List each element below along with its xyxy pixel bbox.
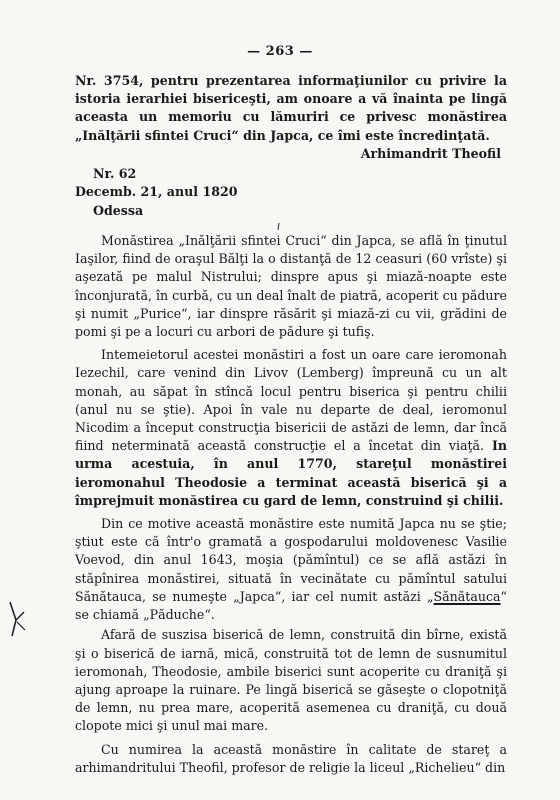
margin-handwritten-mark [6,598,28,640]
intro-paragraph: Nr. 3754, pentru prezentarea informaţiunilor cu privire la istoria ierarhiei bisericeşti, am onoare a vă înainta pe lingă aceasta un memoriu cu lămuriri ce privesc monăstirea „Inălţării sfintei Cruci“ din Japca, ce îmi este încredinţată. [75,73,507,143]
paragraph-name-origin-end: “ se chiamă „Păduche“. [75,588,507,623]
document-number: Nr. 62 [93,165,137,181]
paragraph-churches: Afară de suszisa biserică de lemn, construită din bîrne, există şi o biserică de iarnă, mică, construită tot de lemn de susnumitul ieromonah, Theodosie, ambile biserici sunt acoperite cu draniţă şi ajung aproape la ruinare. Pe lingă biserică se găseşte o clopotniţă de lemn, nu prea mare, acoperită asemenea cu draniţă, cu două clopote mici şi unul mai mare. [75,627,507,734]
document-place: Odessa [93,202,144,218]
document-header [75,165,507,220]
paragraph-location: Monăstirea „Inălţării sfintei Cruci“ din Japca, se află în ţinutul Iaşilor, fiind de oraşul Bălţi la o distanţă de 12 ceasuri (60 vrîste) şi aşezată pe malul Nistrului; dinspre apus şi miază-noapte este înconjurată, în curbă, cu un deal înalt de piatră, acoperit cu pădure şi numit „Purice“, iar dinspre răsărit şi miază-zi cu vii, grădini de pomi şi pe a locuri cu arbori de pădure şi tufiş. [75,233,507,340]
document-body [75,72,507,782]
paragraph-founding-text: Intemeietorul acestei monăstiri a fost un oare care ieromonah Iezechil, care venind din Livov (Lemberg) împreună cu un alt monah, au săpat în stîncă locul pentru biserica şi pentru chilii (anul nu se ştie). Apoi în vale nu departe de deal, ieromonul Nicodim a început construcţia bisericii de astăzi de lemn, dar încă fiind neterminată această construcţie el a încetat din viaţă. [75,347,507,454]
paragraph-appointment: Cu numirea la această monăstire în calitate de stareţ a arhimandritului Theofil, profesor de religie la liceul „Richelieu“ din [75,741,507,775]
pen-tick-mark [276,223,282,231]
paragraph-founding-emphasis: In urma acestuia, în anul 1770, stareţul monăstirei ieromonahul Theodosie a terminat această biserică şi a împrejmuit monăstirea cu gard de lemn, construind şi chilii. [75,438,507,508]
paragraph-name-origin-text: Din ce motive această monăstire este numită Japca nu se ştie; ştiut este că într'o gramată a gospodarului moldovenesc Vasilie Voevod, din anul 1643, moşia (pămîntul) ce se află astăzi în stăpînirea monăstirei, situată în vecinătate cu pămîntul satului Sănătauca, se numeşte „Japca“, iar cel numit astăzi „ [75,516,507,604]
underlined-word: Sănătauca [433,588,501,604]
page-number: — 263 — [247,44,313,59]
signature: Arhimandrit Theofil [360,145,501,161]
paragraph-name-origin [75,515,507,624]
document-date: Decemb. 21, anul 1820 [75,184,238,200]
paragraph-founding [75,346,507,510]
